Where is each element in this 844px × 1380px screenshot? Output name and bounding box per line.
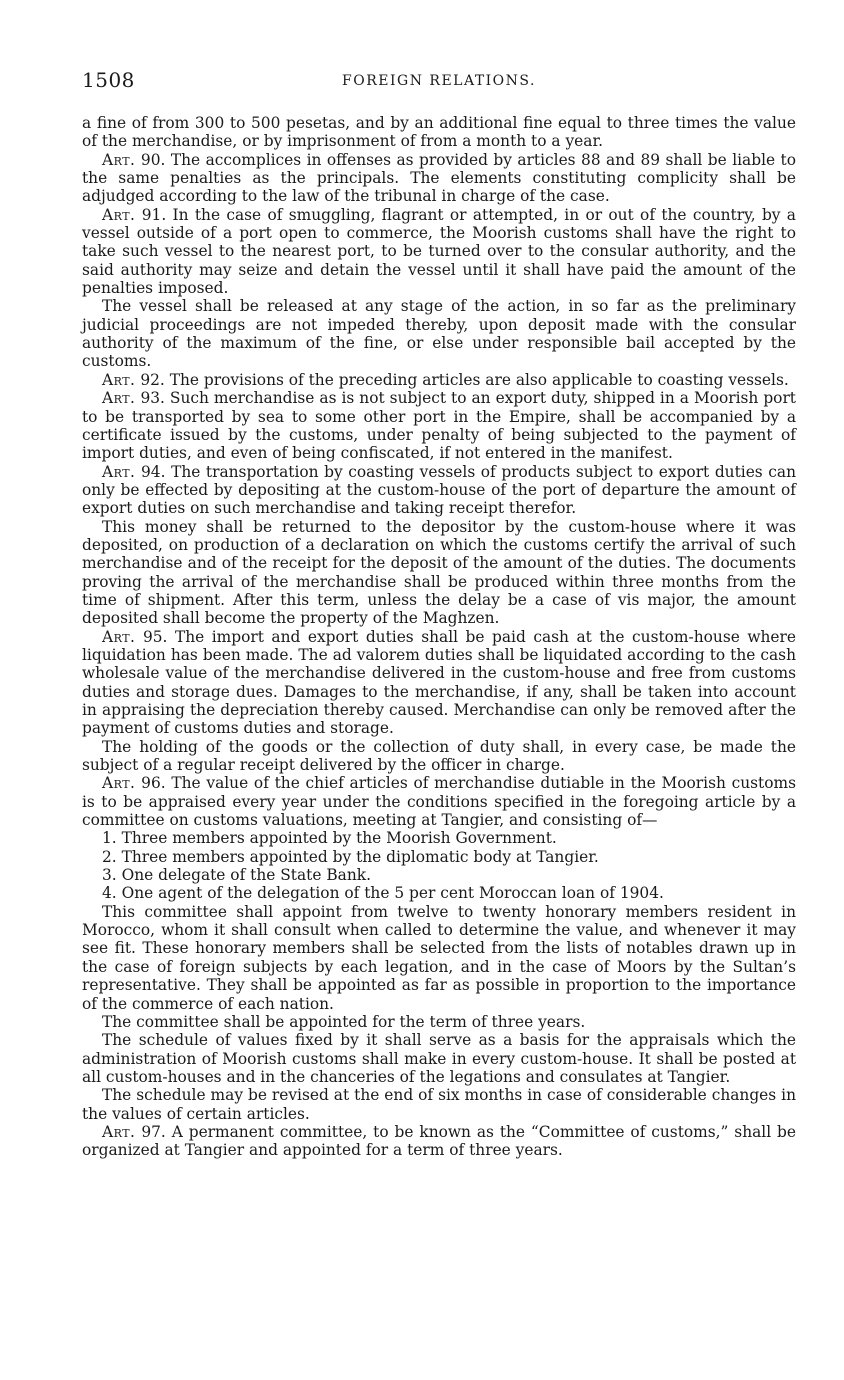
- paragraph-text: This committee shall appoint from twelve to twenty honorary members resident in Morocco, whom it shall consult when called to determine the value, and whenever it may see fit. These honorary members shall be selected from the lists of notables drawn up in the case of foreign subjects by each legation, and in the case of Moors by the Sultan’s representative. They shall be appointed as far as possible in proportion to the importance of the commerce of each nation.: [82, 902, 796, 1013]
- paragraph-text: The schedule may be revised at the end of six months in case of considerable changes in the values of certain articles.: [82, 1086, 796, 1123]
- article-92: [82, 371, 796, 389]
- paragraph-text: 92. The provisions of the preceding articles are also applicable to coasting vessels.: [140, 370, 789, 389]
- paragraph-text: 90. The accomplices in offenses as provided by articles 88 and 89 shall be liable to the same penalties as the principals. The elements constituting complicity shall be adjudged according to the law of the tribunal in charge of the case.: [82, 150, 796, 206]
- paragraph-text: 97. A permanent committee, to be known as the “Committee of customs,” shall be organized at Tangier and appointed for a term of three years.: [82, 1122, 796, 1160]
- list-item: [82, 829, 796, 847]
- paragraph: [82, 1013, 796, 1031]
- article-label: Art.: [102, 462, 136, 481]
- paragraph-text: 95. The import and export duties shall be paid cash at the custom-house where liquidation has been made. The ad valorem duties shall be liquidated according to the cash wholesale value of the merchandise delivered in the custom-house and free from customs duties and storage dues. Damages to the merchandise, if any, shall be taken into account in appraising the depreciation thereby caused. Merchandise can only be removed after the payment of customs duties and storage.: [82, 627, 796, 738]
- paragraph-text: The schedule of values fixed by it shall serve as a basis for the appraisals which the administration of Moorish customs shall make in every custom-house. It shall be posted at all custom-houses and in the chanceries of the legations and consulates at Tangier.: [82, 1031, 796, 1086]
- page-header: [82, 68, 796, 96]
- paragraph-text: The holding of the goods or the collection of duty shall, in every case, be made the subject of a regular receipt delivered by the officer in charge.: [82, 737, 796, 775]
- page-body: [82, 114, 796, 1160]
- page-number: 1508: [82, 68, 135, 92]
- document-page: [82, 68, 796, 1160]
- paragraph: [82, 1086, 796, 1123]
- paragraph: [82, 297, 796, 370]
- paragraph-text: 96. The value of the chief articles of merchandise dutiable in the Moorish customs is to be appraised every year under the conditions specified in the foregoing article by a committee on customs valuations, meeting at Tangier, and consisting of—: [82, 774, 796, 830]
- running-head: FOREIGN RELATIONS.: [342, 73, 536, 89]
- paragraph-text: 93. Such merchandise as is not subject to an export duty, shipped in a Moorish port to be transported by sea to some other port in the Empire, shall be accompanied by a certificate issued by the customs, under penalty of being subjected to the payment of import duties, and even of being confiscated, if not entered in the manifest.: [82, 389, 796, 463]
- paragraph: [82, 518, 796, 628]
- paragraph-text: The vessel shall be released at any stage of the action, in so far as the preliminary judicial proceedings are not impeded thereby, upon deposit made with the consular authority of the maximum of the fine, or else under responsible bail accepted by the customs.: [82, 297, 796, 371]
- article-93: [82, 389, 796, 462]
- paragraph: [82, 738, 796, 775]
- article-label: Art.: [102, 150, 136, 169]
- article-94: [82, 463, 796, 518]
- article-label: Art.: [102, 370, 136, 389]
- article-label: Art.: [102, 389, 136, 408]
- list-item: [82, 866, 796, 884]
- article-91: [82, 206, 796, 298]
- paragraph-text: 94. The transportation by coasting vessels of products subject to export duties can only be effected by depositing at the custom-house of the port of departure the amount of export duties on such merchandise and taking receipt therefor.: [82, 462, 796, 518]
- article-label: Art.: [102, 774, 136, 793]
- article-label: Art.: [102, 1122, 136, 1141]
- list-item-text: 4. One agent of the delegation of the 5 per cent Moroccan loan of 1904.: [102, 884, 664, 903]
- paragraph-text: 91. In the case of smuggling, flagrant or attempted, in or out of the country, by a vessel outside of a port open to commerce, the Moorish customs shall have the right to take such vessel to the nearest port, to be turned over to the consular authority, and the said authority may seize and detain the vessel until it shall have paid the amount of the penalties imposed.: [82, 205, 796, 298]
- paragraph: [82, 903, 796, 1013]
- article-95: [82, 628, 796, 738]
- list-item-text: 2. Three members appointed by the diplomatic body at Tangier.: [102, 847, 599, 866]
- list-item-text: 1. Three members appointed by the Moorish Government.: [102, 829, 557, 848]
- list-item: [82, 848, 796, 866]
- article-97: [82, 1123, 796, 1160]
- paragraph: [82, 114, 796, 151]
- list-item-text: 3. One delegate of the State Bank.: [102, 866, 371, 885]
- paragraph-text: This money shall be returned to the depositor by the custom-house where it was deposited, on production of a declaration on which the customs certify the arrival of such merchandise and of the receipt for the deposit of the amount of the duties. The documents proving the arrival of the merchandise shall be produced within three months from the time of shipment. After this term, unless the delay be a case of vis major, the amount deposited shall become the property of the Maghzen.: [82, 517, 796, 628]
- paragraph: [82, 1031, 796, 1086]
- list-item: [82, 884, 796, 902]
- paragraph-text: The committee shall be appointed for the term of three years.: [102, 1012, 586, 1031]
- article-96: [82, 774, 796, 829]
- article-90: [82, 151, 796, 206]
- article-label: Art.: [102, 627, 136, 646]
- article-label: Art.: [102, 205, 136, 224]
- paragraph-text: a fine of from 300 to 500 pesetas, and by an additional fine equal to three times the value of the merchandise, or by imprisonment of from a month to a year.: [82, 114, 796, 151]
